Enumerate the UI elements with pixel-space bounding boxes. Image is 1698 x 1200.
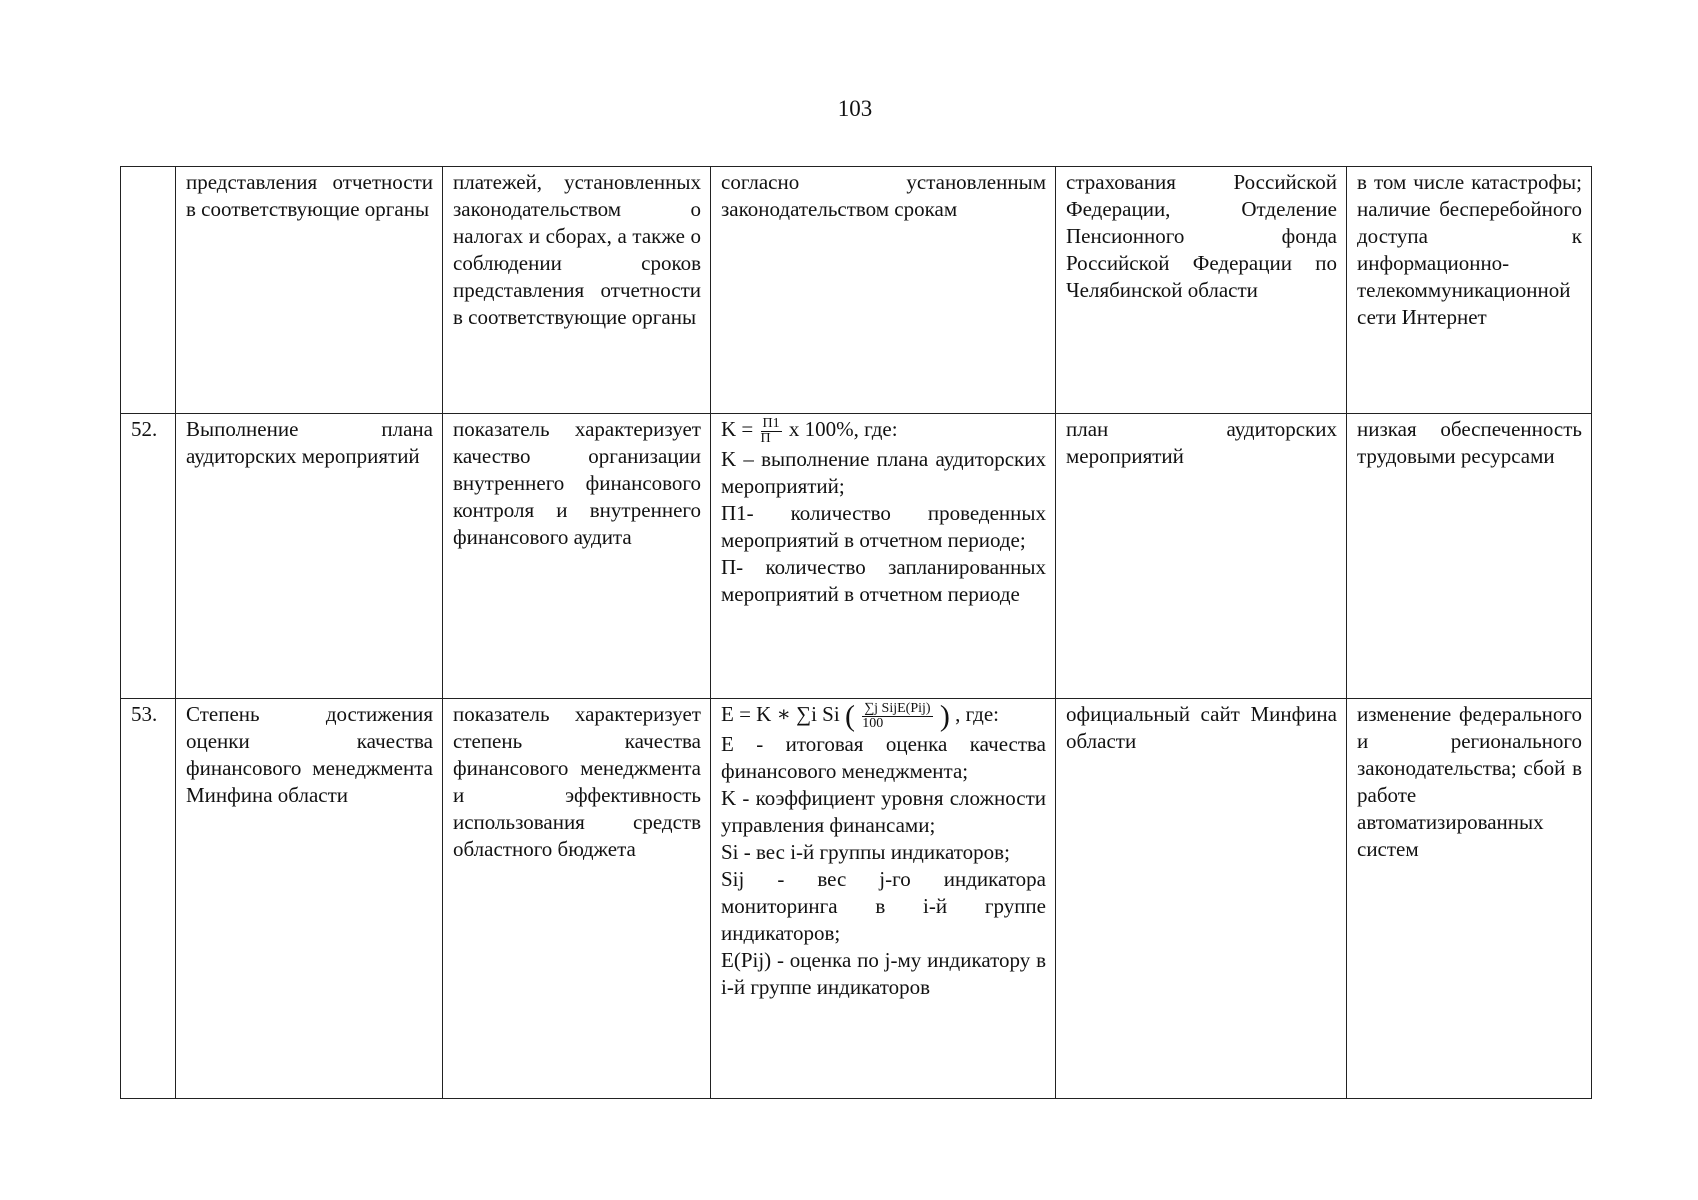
- indicator-formula: [711, 414, 1056, 699]
- formula-numerator: П1: [762, 415, 780, 431]
- indicator-description: показатель характеризует степень качества финансового менеджмента и эффективность использования средств областного бюджета: [443, 699, 711, 1099]
- row-number: 53.: [121, 699, 176, 1099]
- indicator-description: показатель характеризует качество организации внутреннего финансового контроля и внутреннего финансового аудита: [443, 414, 711, 699]
- indicator-source: план аудиторских мероприятий: [1056, 414, 1347, 699]
- formula-rhs: x 100%, где:: [788, 417, 898, 441]
- formula-denominator: 100: [862, 715, 884, 731]
- formula-lhs: E = K ∗ ∑i Si: [721, 702, 840, 726]
- indicator-risks: в том числе катастрофы; наличие бесперебойного доступа к информационно-телекоммуникационной сети Интернет: [1347, 167, 1592, 414]
- formula-numerator: ∑j SijE(Pij): [864, 700, 931, 716]
- table-row: [121, 167, 1592, 414]
- indicators-table: [120, 166, 1592, 1099]
- formula-line: E - итоговая оценка качества финансового менеджмента;: [721, 731, 1046, 783]
- indicator-formula: согласно установленным законодательством срокам: [711, 167, 1056, 414]
- formula-line: Sij - вес j-го индикатора мониторинга в i-й группе индикаторов;: [721, 866, 1046, 945]
- formula-line: K - коэффициент уровня сложности управления финансами;: [721, 785, 1046, 837]
- page-number: 103: [837, 96, 873, 121]
- formula-line: K – выполнение плана аудиторских мероприятий;: [721, 446, 1046, 498]
- row-number: 52.: [121, 414, 176, 699]
- indicator-formula: [711, 699, 1056, 1099]
- indicator-name: Выполнение плана аудиторских мероприятий: [176, 414, 443, 699]
- indicator-risks: низкая обеспеченность трудовыми ресурсами: [1347, 414, 1592, 699]
- table-row: [121, 414, 1592, 699]
- formula-fraction: [862, 702, 932, 731]
- formula-paren-close: ): [939, 699, 950, 733]
- indicator-description: платежей, установленных законодательством о налогах и сборах, а также о соблюдении сроков представления отчетности в соответствующие органы: [443, 167, 711, 414]
- formula-paren-open: (: [844, 699, 855, 733]
- indicator-source: официальный сайт Минфина области: [1056, 699, 1347, 1099]
- formula-rhs: , где:: [955, 702, 999, 726]
- formula-expression: [721, 701, 1046, 731]
- formula-fraction: [761, 417, 782, 446]
- formula-line: П1- количество проведенных мероприятий в отчетном периоде;: [721, 500, 1046, 552]
- table-row: [121, 699, 1592, 1099]
- indicator-source: страхования Российской Федерации, Отделение Пенсионного фонда Российской Федерации по Челябинской области: [1056, 167, 1347, 414]
- formula-line: Si - вес i-й группы индикаторов;: [721, 839, 1010, 864]
- indicator-name: представления отчетности в соответствующие органы: [176, 167, 443, 414]
- formula-line: П- количество запланированных мероприятий в отчетном периоде: [721, 554, 1046, 606]
- formula-expression: [721, 416, 1046, 446]
- formula-line: E(Pij) - оценка по j-му индикатору в i-й группе индикаторов: [721, 947, 1046, 999]
- indicator-risks: изменение федерального и регионального законодательства; сбой в работе автоматизированных систем: [1347, 699, 1592, 1099]
- row-number: [121, 167, 176, 414]
- indicator-name: Степень достижения оценки качества финансового менеджмента Минфина области: [176, 699, 443, 1099]
- formula-denominator: П: [760, 430, 771, 446]
- formula-lhs: K =: [721, 417, 754, 441]
